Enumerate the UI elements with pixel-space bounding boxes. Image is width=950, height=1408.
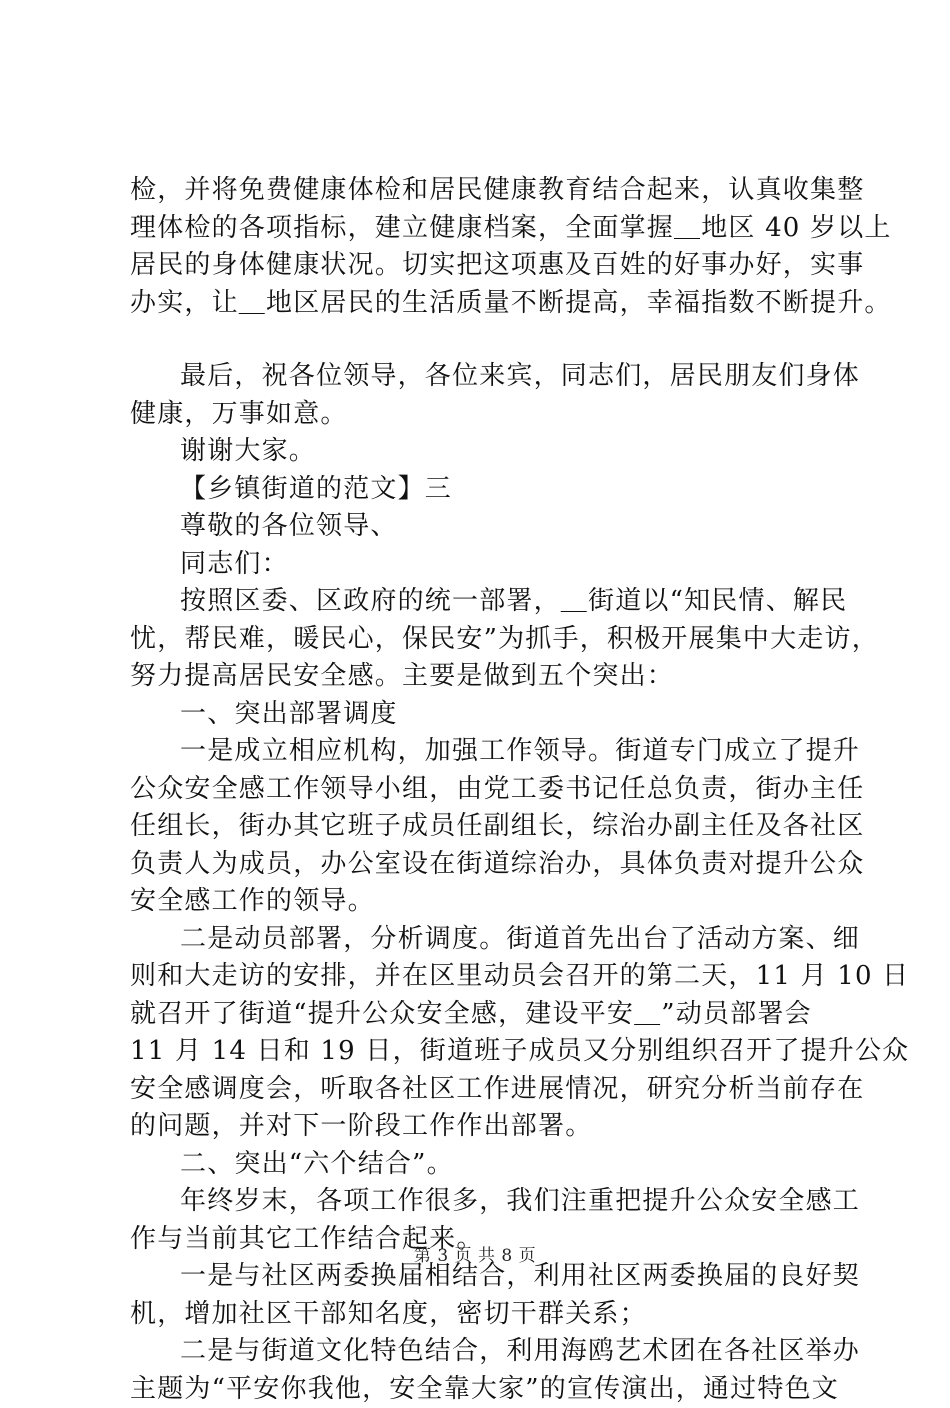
text-line: 健康，万事如意。 <box>130 396 842 434</box>
text-line: 理体检的各项指标，建立健康档案，全面掌握＿地区 40 岁以上 <box>130 210 842 248</box>
text-line: 居民的身体健康状况。切实把这项惠及百姓的好事办好，实事 <box>130 247 842 285</box>
text-line: 同志们： <box>130 546 842 584</box>
text-line: 办实，让＿地区居民的生活质量不断提高，幸福指数不断提升。 <box>130 285 842 323</box>
text-line: 尊敬的各位领导、 <box>130 508 842 546</box>
text-line: 安全感工作的领导。 <box>130 883 842 921</box>
text-line: 最后，祝各位领导，各位来宾，同志们，居民朋友们身体 <box>130 358 842 396</box>
text-line: 公众安全感工作领导小组，由党工委书记任总负责，街办主任 <box>130 771 842 809</box>
text-line: 主题为“平安你我他，安全靠大家”的宣传演出，通过特色文 <box>130 1371 842 1408</box>
text-line: 机，增加社区干部知名度，密切干群关系； <box>130 1296 842 1334</box>
text-line: 一是与社区两委换届相结合，利用社区两委换届的良好契 <box>130 1258 842 1296</box>
text-line: 则和大走访的安排，并在区里动员会召开的第二天，11 月 10 日 <box>130 958 842 996</box>
text-line: 11 月 14 日和 19 日，街道班子成员又分别组织召开了提升公众 <box>130 1033 842 1071</box>
text-line: 的问题，并对下一阶段工作作出部署。 <box>130 1108 842 1146</box>
text-line: 二是与街道文化特色结合，利用海鸥艺术团在各社区举办 <box>130 1333 842 1371</box>
text-line: 检，并将免费健康体检和居民健康教育结合起来，认真收集整 <box>130 172 842 210</box>
page-footer: 第 3 页 共 8 页 <box>0 1244 950 1268</box>
text-line: 就召开了街道“提升公众安全感，建设平安＿”动员部署会 <box>130 996 842 1034</box>
text-line: 二是动员部署，分析调度。街道首先出台了活动方案、细 <box>130 921 842 959</box>
text-line: 谢谢大家。 <box>130 433 842 471</box>
text-line: 一是成立相应机构，加强工作领导。街道专门成立了提升 <box>130 733 842 771</box>
text-line: 忧，帮民难，暖民心，保民安”为抓手，积极开展集中大走访， <box>130 621 842 659</box>
text-line: 作与当前其它工作结合起来。 <box>130 1221 842 1259</box>
text-line: 任组长，街办其它班子成员任副组长，综治办副主任及各社区 <box>130 808 842 846</box>
document-body <box>130 172 842 1408</box>
text-line: 安全感调度会，听取各社区工作进展情况，研究分析当前存在 <box>130 1071 842 1109</box>
text-line: 努力提高居民安全感。主要是做到五个突出： <box>130 658 842 696</box>
text-line: 【乡镇街道的范文】三 <box>130 471 842 509</box>
text-line: 年终岁末，各项工作很多，我们注重把提升公众安全感工 <box>130 1183 842 1221</box>
text-line: 负责人为成员，办公室设在街道综治办，具体负责对提升公众 <box>130 846 842 884</box>
text-line: 二、突出“六个结合”。 <box>130 1146 842 1184</box>
text-line: 一、突出部署调度 <box>130 696 842 734</box>
paragraph-gap <box>130 322 842 358</box>
text-line: 按照区委、区政府的统一部署，＿街道以“知民情、解民 <box>130 583 842 621</box>
